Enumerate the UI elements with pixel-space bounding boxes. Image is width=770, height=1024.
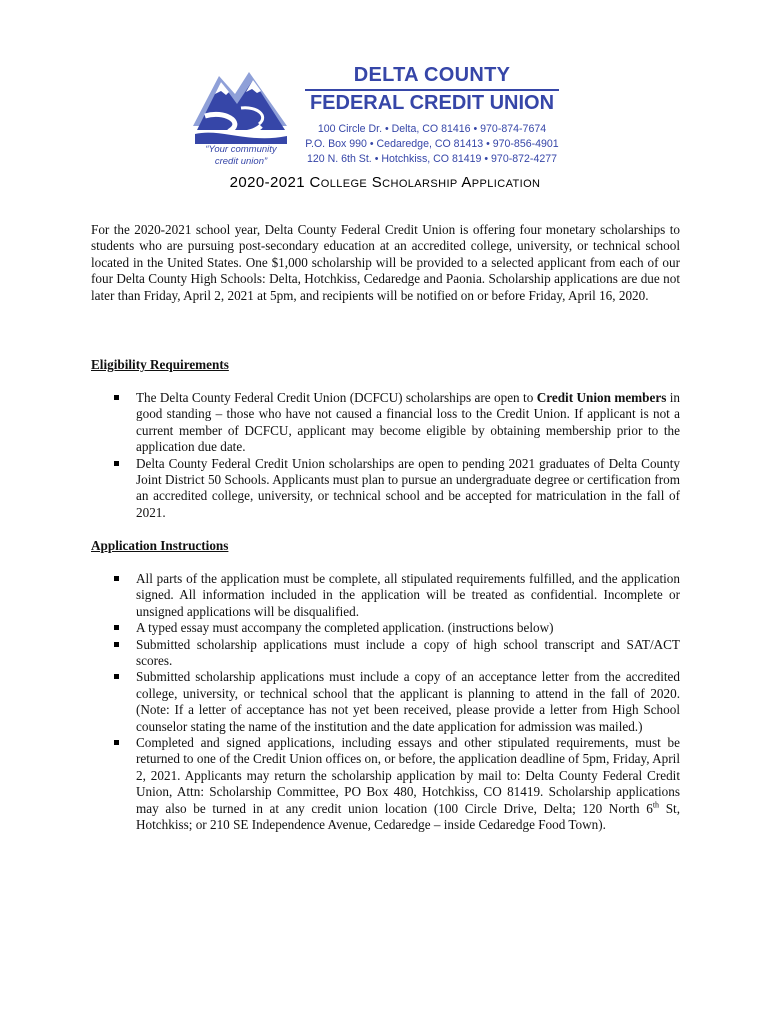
tagline-line-2: credit union” — [214, 156, 268, 167]
instructions-heading: Application Instructions — [91, 538, 229, 553]
intro-paragraph: For the 2020-2021 school year, Delta County Federal Credit Union is offering four monetary scholarships to students who are pursuing post-secondary education at an accredited college, university, or technical school located in the United States. One $1,000 scholarship will be provided to a selected applicant from each of our four Delta County High Schools: Delta, Hotchkiss, Cedaredge and Paonia. Scholarship applications are due not later than Friday, April 2, 2021 at 5pm, and recipients will be notified on or before Friday, April 16, 2020. — [91, 222, 680, 303]
instructions-list — [114, 571, 680, 834]
bullet-icon — [114, 395, 119, 400]
bullet-icon — [114, 625, 119, 630]
eligibility-list — [114, 390, 680, 521]
tagline-line-1: “Your community — [205, 144, 277, 155]
letterhead-divider — [305, 89, 559, 91]
eligibility-item-2-text: Delta County Federal Credit Union scholarships are open to pending 2021 graduates of Delta County Joint District 50 Schools. Applicants must plan to pursue an undergraduate degree or certification from an accredited college, university, or technical school and be accepted for matriculation in the fall of 2021. — [136, 455, 680, 520]
bullet-icon — [114, 642, 119, 647]
address-line-3: 120 N. 6th St. • Hotchkiss, CO 81419 • 970-872-4277 — [306, 153, 558, 165]
bullet-icon — [114, 461, 119, 466]
list-item — [114, 669, 680, 735]
eligibility-item-1-bold: Credit Union members — [536, 390, 667, 405]
mountain-river-logo-icon — [191, 64, 291, 146]
ordinal-superscript: th — [652, 800, 660, 810]
logo-tagline — [196, 144, 286, 168]
address-line-1: 100 Circle Dr. • Delta, CO 81416 • 970-874-7674 — [317, 123, 547, 135]
instructions-item-3-text: Submitted scholarship applications must include a copy of high school transcript and SAT/ACT scores. — [136, 636, 680, 669]
instructions-item-4-text: Submitted scholarship applications must include a copy of an acceptance letter from the accredited college, university, or technical school that the applicant is planning to attend in the fall of 2020. (Note: If a letter of acceptance has not yet been received, please provide a letter from High School counselor stating the name of the institution and the date application for admission was mailed.) — [136, 669, 680, 734]
list-item — [114, 735, 680, 833]
list-item — [114, 390, 680, 456]
instructions-item-5-text: Completed and signed applications, including essays and other stipulated requirements, must be returned to one of the Credit Union offices on, or before, the application deadline of 5pm, Friday, April 2, 2021. Applicants may return the scholarship application by mail to: Delta County Federal Credit Union, Attn: Scholarship Committee, PO Box 480, Hotchkiss, CO 81419. Scholarship applications may also be turned in at any credit union location (100 Circle Drive, Delta; 120 North 6 — [136, 735, 680, 816]
org-name-line-2: FEDERAL CREDIT UNION — [309, 92, 555, 114]
eligibility-item-1-text-end: in good standing – those who have not caused a financial loss to the Credit Union. If applicant is not a current member of DCFCU, applicant may become eligible by obtaining membership prior to the application due date. — [136, 390, 680, 455]
bullet-icon — [114, 674, 119, 679]
address-line-2: P.O. Box 990 • Cedaredge, CO 81413 • 970-856-4901 — [305, 138, 559, 150]
bullet-icon — [114, 576, 119, 581]
list-item — [114, 456, 680, 522]
list-item — [114, 620, 680, 636]
list-item — [114, 571, 680, 620]
document-title: 2020-2021 College Scholarship Application — [229, 174, 541, 191]
org-name-line-1: DELTA COUNTY — [353, 64, 511, 86]
instructions-item-5-text-end: St, Hotchkiss; or 210 SE Independence Avenue, Cedaredge – inside Cedaredge Food Town). — [136, 800, 681, 833]
eligibility-item-1-text: The Delta County Federal Credit Union (DCFCU) scholarships are open to — [136, 390, 537, 405]
bullet-icon — [114, 740, 119, 745]
instructions-item-1-text: All parts of the application must be complete, all stipulated requirements fulfilled, and the application signed. All information included in the application will be treated as confidential. Incomplete or unsigned applications will be disqualified. — [136, 571, 680, 619]
eligibility-heading: Eligibility Requirements — [91, 357, 229, 372]
list-item — [114, 637, 680, 670]
instructions-item-2-text: A typed essay must accompany the completed application. (instructions below) — [136, 620, 554, 636]
